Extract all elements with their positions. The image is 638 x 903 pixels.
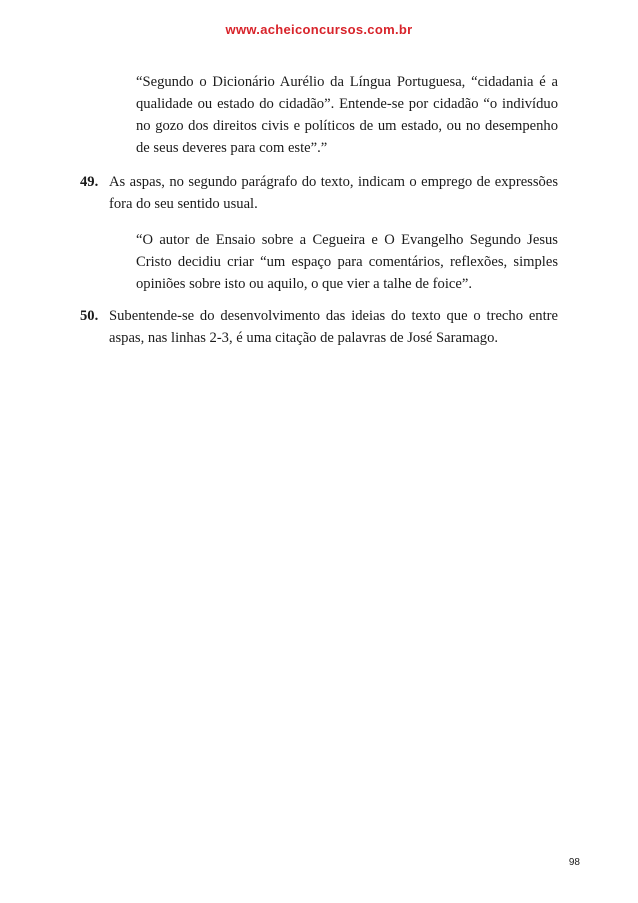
question-49 (80, 171, 558, 215)
quote-block-2: “O autor de Ensaio sobre a Cegueira e O Evangelho Segundo Jesus Cristo decidiu criar “um espaço para comentários, reflexões, simples opiniões sobre isto ou aquilo, o que vier a talhe de foice”. (136, 232, 558, 292)
site-url-header: www.acheiconcursos.com.br (225, 22, 413, 37)
question-50 (80, 305, 558, 349)
question-number: 49. (80, 174, 99, 190)
question-text: Subentende-se do desenvolvimento das ideias do texto que o trecho entre aspas, nas linhas 2-3, é uma citação de palavras de José Saramago. (109, 308, 558, 346)
question-number: 50. (80, 308, 99, 324)
question-text: As aspas, no segundo parágrafo do texto, indicam o emprego de expressões fora do seu sentido usual. (109, 174, 558, 212)
quote-block-1: “Segundo o Dicionário Aurélio da Língua Portuguesa, “cidadania é a qualidade ou estado do cidadão”. Entende-se por cidadão “o indivíduo no gozo dos direitos civis e políticos de um estado, ou no desempenho de seus deveres para com este”.” (136, 74, 558, 156)
page-number: 98 (568, 857, 580, 868)
